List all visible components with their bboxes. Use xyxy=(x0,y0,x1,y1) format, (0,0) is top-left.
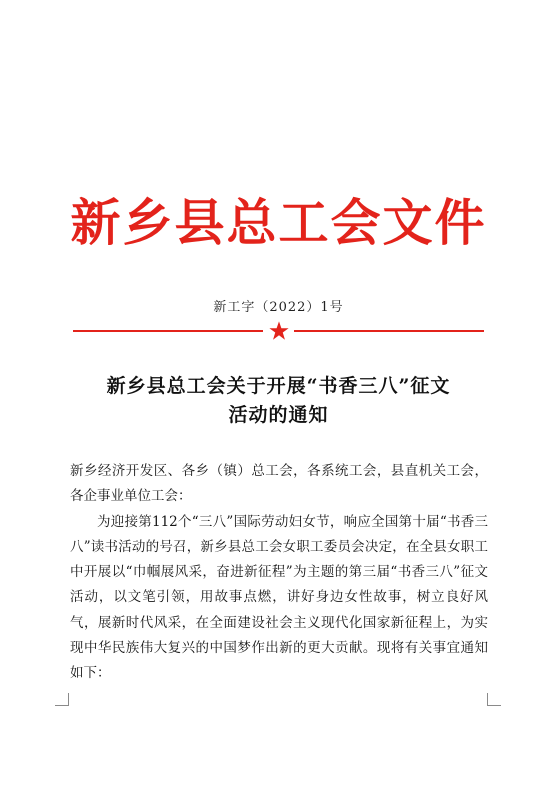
page-corner-mark-right xyxy=(487,693,501,706)
page-corner-mark-left xyxy=(55,693,69,706)
body-paragraph: 为迎接第112个“三八”国际劳动妇女节，响应全国第十届“书香三八”读书活动的号召，新乡县总工会女职工委员会决定，在全县女职工中开展以“巾帼展风采，奋进新征程”为主题的第三届“书香三八”征文活动，以文笔引领，用故事点燃，讲好身边女性故事，树立良好风气，展新时代风采，在全面建设社会主义现代化国家新征程上，为实现中华民族伟大复兴的中国梦作出新的更大贡献。现将有关事宜通知如下： xyxy=(70,513,488,682)
document-number: 新工字（2022）1号 xyxy=(213,300,344,315)
divider-line-right xyxy=(294,330,484,332)
divider-line-left xyxy=(73,330,263,332)
notice-body xyxy=(70,459,488,687)
notice-title-line1: 新乡县总工会关于开展“书香三八”征文 xyxy=(106,375,451,397)
star-icon xyxy=(268,320,290,342)
addressee-paragraph: 新乡经济开发区、各乡（镇）总工会，各系统工会，县直机关工会，各企事业单位工会： xyxy=(70,463,488,505)
document-header-title: 新乡县总工会文件 xyxy=(70,193,487,252)
red-divider xyxy=(73,320,484,342)
notice-title-line2: 活动的通知 xyxy=(228,404,329,426)
notice-title xyxy=(0,372,557,430)
